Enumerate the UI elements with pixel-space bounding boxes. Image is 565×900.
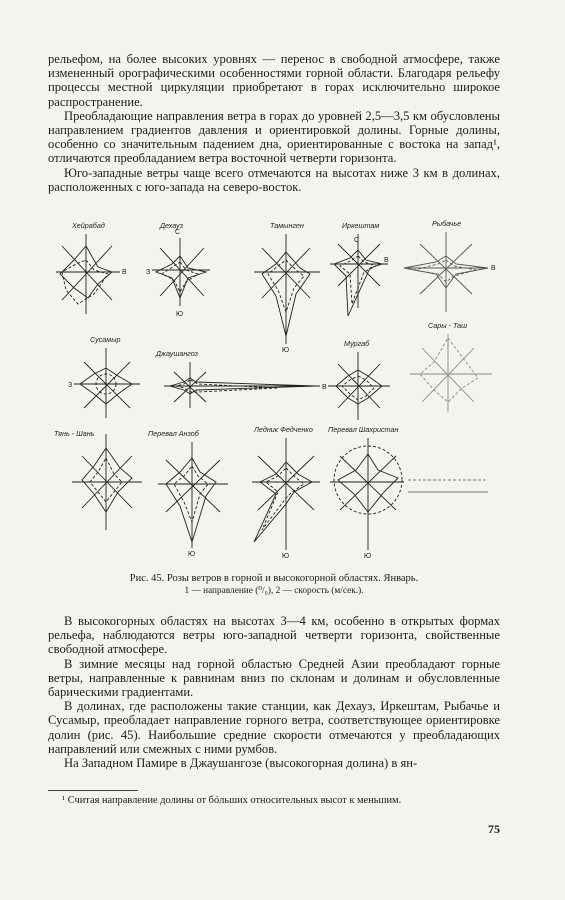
station-label: Дехауз — [160, 221, 183, 230]
wind-rose-dzhaushangoz — [155, 349, 327, 408]
station-label: Джаушангоз — [156, 349, 198, 358]
direction-w: З — [146, 269, 151, 276]
wind-rose-tamyngen — [254, 221, 320, 354]
direction-s: Ю — [282, 347, 290, 354]
paragraph: Преобладающие направления ветра в горах до уровней 2,5—3,5 км обусловлены направлением градиентов давления и ориентировкой долины. Горные долины, особенно со значительным падением дна, ориентированные с востока на запад¹, отличаются преобладанием ветра восточной четверти горизонта. — [48, 108, 500, 166]
caption-legend: 1 — направление (⁰/₀), 2 — скорость (м/сек.). — [184, 586, 364, 596]
direction-e: В — [491, 265, 496, 272]
footnote-divider — [48, 790, 138, 791]
figure-caption — [48, 572, 500, 598]
direction-s: Ю — [364, 553, 372, 560]
wind-roses-figure — [48, 212, 500, 572]
direction-w: З — [68, 382, 73, 389]
station-label: Сусамыр — [90, 335, 121, 344]
direction-s: Ю — [282, 553, 290, 560]
paragraph: В долинах, где расположены такие станции, как Дехауз, Иркештам, Рыбачье и Сусамыр, преобладает направление горного ветра, соответствующее ориентировке долин (рис. 45). Наибольшие средние скорости отмечаются у преобладающих направлений или смежных с ними румбов. — [48, 699, 500, 756]
wind-rose-dekhauz — [146, 221, 210, 318]
station-label: Иркештам — [342, 221, 380, 230]
direction-n: С — [354, 237, 360, 244]
station-label: Мургаб — [344, 339, 370, 348]
bottom-text-block — [48, 614, 500, 770]
footnote: ¹ Считая направление долины от бóльших относительных высот к меньшим. — [62, 795, 402, 806]
wind-rose-tyan-shan — [54, 429, 142, 530]
wind-rose-kheyrabad — [56, 221, 127, 314]
station-label: Рыбачье — [432, 219, 462, 228]
station-label: Сары - Таш — [428, 321, 468, 330]
wind-rose-murgab — [328, 339, 390, 420]
direction-n: С — [175, 229, 181, 236]
direction-e: В — [322, 384, 327, 391]
station-label: Тамынген — [270, 221, 304, 230]
paragraph: рельефом, на более высоких уровнях — перенос в свободной атмосфере, также измененный орографическими особенностями горной области. Благодаря рельефу процессы местной циркуляции приобретают в горах исключительно широкое распространение. — [48, 52, 500, 109]
page-number: 75 — [488, 822, 500, 836]
paragraph: Юго-западные ветры чаще всего отмечаются на высотах ниже 3 км в долинах, расположенных с юго-запада на северо-восток. — [48, 165, 500, 194]
wind-rose-sary-tash — [410, 321, 492, 412]
wind-rose-susamyr — [68, 335, 140, 418]
direction-e: В — [122, 269, 127, 276]
paragraph: В зимние месяцы над горной областью Средней Азии преобладают горные ветры, направленные к равнинам вниз по склонам и долинам и обусловленные барическими градиентами. — [48, 656, 500, 700]
station-label: Хейрабад — [72, 221, 105, 230]
wind-rose-pereval-anzob — [148, 429, 228, 558]
caption-title: Рис. 45. Розы ветров в горной и высокогорной областях. Январь. — [129, 573, 419, 584]
wind-rose-rybachye — [404, 219, 496, 312]
station-label: Ледник Федченко — [254, 425, 313, 434]
paragraph: В высокогорных областях на высотах 3—4 км, особенно в открытых формах рельефа, наблюдаются ветры юго-западной четверти горизонта, свойственные свободной атмосфере. — [48, 614, 500, 657]
wind-rose-irkeshtam — [330, 221, 389, 316]
direction-s: Ю — [188, 551, 196, 558]
wind-roses-svg — [48, 212, 500, 572]
wind-rose-pereval-shakhristan — [328, 425, 488, 560]
station-label: Перевал Анзоб — [148, 429, 199, 438]
wind-rose-lednik-fedchenko — [252, 425, 320, 560]
top-text-block — [48, 52, 500, 194]
station-label: Тянь - Шань — [54, 429, 95, 438]
direction-e: В — [384, 257, 389, 264]
direction-s: Ю — [176, 311, 184, 318]
paragraph: На Западном Памире в Джаушангозе (высокогорная долина) в ян- — [64, 756, 418, 771]
station-label: Перевал Шахристан — [328, 425, 399, 434]
